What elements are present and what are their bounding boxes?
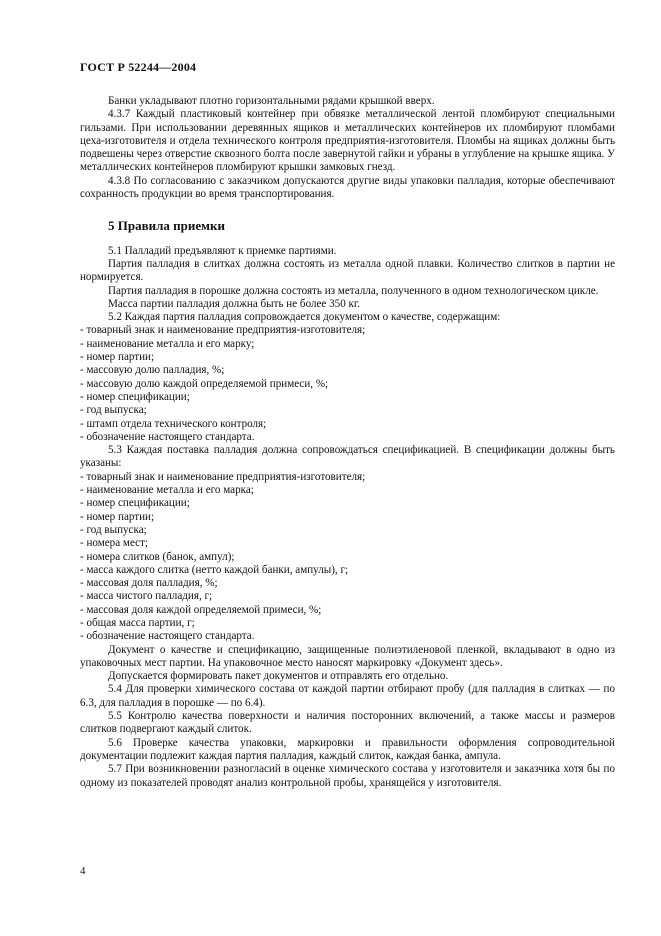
- list-item: - наименование металла и его марка;: [80, 484, 254, 497]
- list-item: - номера мест;: [80, 537, 149, 550]
- list-item: - масса чистого палладия, г;: [80, 590, 213, 603]
- paragraph: 5.6 Проверке качества упаковки, маркировки и правильности оформления сопроводительной документации подлежит каждая партия палладия, каждый слиток, каждая банка, ампула.: [80, 736, 615, 762]
- list-item: - номер партии;: [80, 351, 155, 364]
- packaging-paragraphs: [80, 95, 615, 201]
- list-item: - штамп отдела технического контроля;: [80, 417, 267, 430]
- list-item: - номера слитков (банок, ампул);: [80, 550, 235, 563]
- paragraph: 5.3 Каждая поставка палладия должна сопровождаться спецификацией. В спецификации должны быть указаны:: [80, 444, 615, 470]
- paragraph: 5.7 При возникновении разногласий в оценке химического состава у изготовителя и заказчика хотя бы по одному из показателей проводят анализ контрольной пробы, хранящейся у изготовителя.: [80, 763, 615, 789]
- list-item: - номер спецификации;: [80, 390, 190, 403]
- list-item: - товарный знак и наименование предприятия-изготовителя;: [80, 470, 366, 483]
- section-title: 5 Правила приемки: [108, 218, 225, 234]
- paragraph: 5.2 Каждая партия палладия сопровождается документом о качестве, содержащим:: [108, 311, 501, 324]
- list-item: - номер партии;: [80, 510, 155, 523]
- list-item: - обозначение настоящего стандарта.: [80, 630, 255, 643]
- paragraph: Масса партии палладия должна быть не более 350 кг.: [108, 297, 361, 310]
- paragraph: 5.5 Контролю качества поверхности и наличия посторонних включений, а также массы и размеров слитков подвергают каждый слиток.: [80, 710, 615, 736]
- paragraph: 4.3.8 По согласованию с заказчиком допускаются другие виды упаковки палладия, которые обеспечивают сохранность продукции во время транспортирования.: [80, 174, 615, 201]
- list-item: - обозначение настоящего стандарта.: [80, 430, 255, 443]
- page-number: 4: [80, 865, 86, 877]
- list-item: - массовую долю каждой определяемой примеси, %;: [80, 377, 329, 390]
- paragraph: Партия палладия в порошке должна состоять из металла, полученного в одном технологическом цикле.: [108, 284, 599, 297]
- list-item: - масса каждого слитка (нетто каждой банки, ампулы), г;: [80, 563, 349, 576]
- list-item: - массовая доля палладия, %;: [80, 577, 218, 590]
- list-item: - наименование металла и его марку;: [80, 337, 255, 350]
- paragraph: Банки укладывают плотно горизонтальными рядами крышкой вверх.: [108, 95, 435, 107]
- paragraph: 5.1 Палладий предъявляют к приемке партиями.: [108, 244, 337, 257]
- document-body: [80, 95, 615, 790]
- acceptance-rules-paragraphs: [80, 245, 615, 790]
- list-item: - массовая доля каждой определяемой примеси, %;: [80, 603, 322, 616]
- list-item: - год выпуска;: [80, 523, 147, 536]
- paragraph: Документ о качестве и спецификацию, защищенные полиэтиленовой пленкой, вкладывают в одно из упаковочных мест партии. На упаковочное место наносят маркировку «Документ здесь».: [80, 643, 615, 669]
- paragraph: Допускается формировать пакет документов и отправлять его отдельно.: [108, 670, 449, 683]
- paragraph: Партия палладия в слитках должна состоять из металла одной плавки. Количество слитков в партии не нормируется.: [80, 257, 615, 284]
- document-header: ГОСТ Р 52244—2004: [80, 60, 197, 74]
- list-item: - год выпуска;: [80, 404, 147, 417]
- paragraph: 4.3.7 Каждый пластиковый контейнер при обвязке металлической лентой пломбируют специальными гильзами. При использовании деревянных ящиков и металлических контейнеров их пломбируют пломбами цеха-изготовителя и отдела технического контроля предприятия-изготовителя. Пломбы на ящиках должны быть подвешены через отверстие сквозного болта после завернутой гайки и убраны в углубление на крышке ящика. У металлических контейнеров пломбируют крышки замковых гнезд.: [80, 108, 615, 174]
- list-item: - товарный знак и наименование предприятия-изготовителя;: [80, 324, 366, 337]
- paragraph: 5.4 Для проверки химического состава от каждой партии отбирают пробу (для палладия в слитках — по 6.3, для палладия в порошке — по 6.4).: [80, 683, 615, 709]
- list-item: - номер спецификации;: [80, 497, 190, 510]
- list-item: - общая масса партии, г;: [80, 616, 195, 629]
- list-item: - массовую долю палладия, %;: [80, 364, 225, 377]
